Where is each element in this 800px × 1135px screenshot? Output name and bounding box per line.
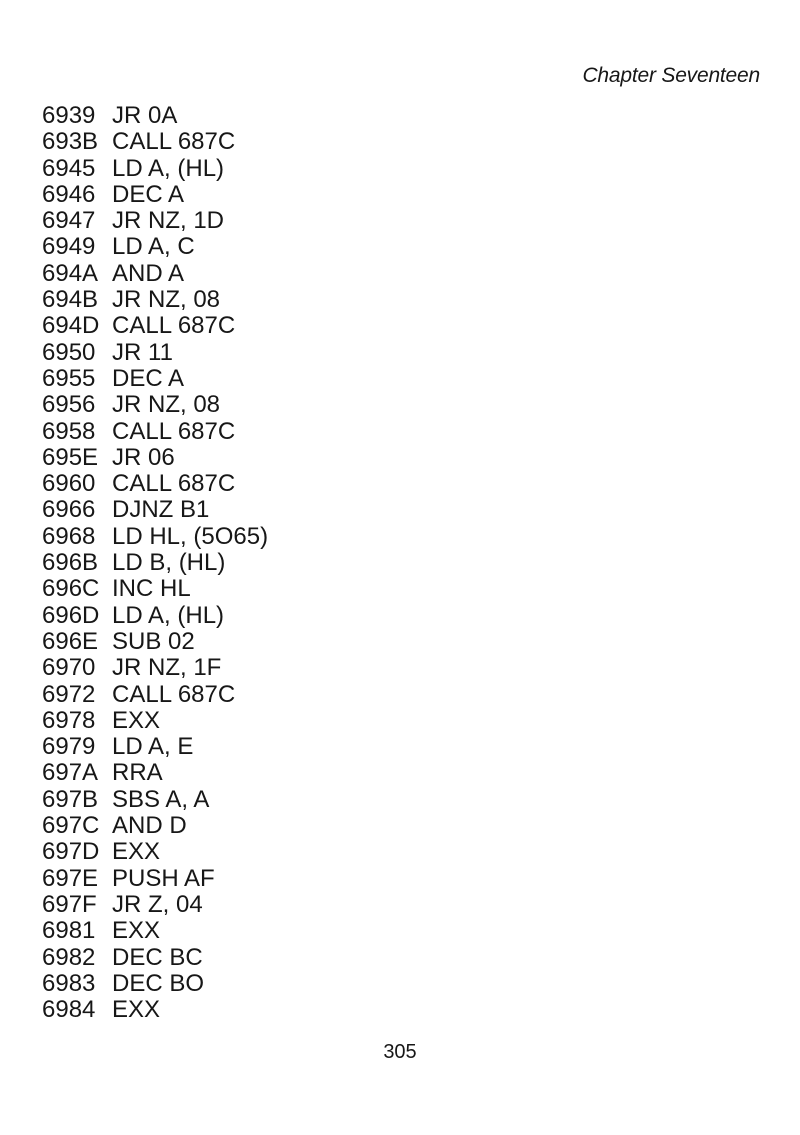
instruction-text: EXX bbox=[112, 838, 161, 866]
code-line bbox=[42, 708, 268, 734]
code-line bbox=[42, 234, 268, 260]
code-line bbox=[42, 839, 268, 865]
instruction-text: SUB 02 bbox=[112, 627, 195, 655]
instruction-text: JR NZ, 1F bbox=[112, 654, 222, 682]
instruction-address: 696B bbox=[42, 549, 99, 577]
instruction-text: AND D bbox=[112, 812, 187, 840]
instruction-address: 6978 bbox=[42, 706, 96, 734]
instruction-address: 695E bbox=[42, 443, 99, 471]
instruction-address: 6945 bbox=[42, 154, 96, 182]
code-line bbox=[42, 445, 268, 471]
code-line bbox=[42, 945, 268, 971]
instruction-text: SBS A, A bbox=[112, 785, 210, 813]
code-line bbox=[42, 419, 268, 445]
instruction-address: 6955 bbox=[42, 364, 96, 392]
instruction-text: DJNZ B1 bbox=[112, 496, 210, 524]
code-line bbox=[42, 813, 268, 839]
instruction-text: LD B, (HL) bbox=[112, 549, 226, 577]
instruction-address: 696E bbox=[42, 627, 99, 655]
instruction-address: 6956 bbox=[42, 391, 96, 419]
code-line bbox=[42, 550, 268, 576]
instruction-text: LD HL, (5O65) bbox=[112, 522, 269, 550]
instruction-address: 696D bbox=[42, 601, 100, 629]
code-line bbox=[42, 524, 268, 550]
code-line bbox=[42, 103, 268, 129]
instruction-address: 6984 bbox=[42, 996, 96, 1024]
instruction-text: EXX bbox=[112, 706, 161, 734]
instruction-text: JR 0A bbox=[112, 102, 178, 129]
instruction-text: JR 06 bbox=[112, 443, 175, 471]
instruction-text: RRA bbox=[112, 759, 163, 787]
code-line bbox=[42, 576, 268, 602]
code-line bbox=[42, 892, 268, 918]
code-line bbox=[42, 734, 268, 760]
instruction-address: 6939 bbox=[42, 102, 96, 129]
code-line bbox=[42, 471, 268, 497]
instruction-address: 694A bbox=[42, 259, 99, 287]
code-line bbox=[42, 156, 268, 182]
instruction-text: JR NZ, 08 bbox=[112, 391, 221, 419]
code-line bbox=[42, 392, 268, 418]
code-line bbox=[42, 997, 268, 1023]
instruction-address: 6979 bbox=[42, 733, 96, 761]
code-line bbox=[42, 682, 268, 708]
instruction-address: 6960 bbox=[42, 470, 96, 498]
instruction-address: 6946 bbox=[42, 180, 96, 208]
instruction-text: DEC A bbox=[112, 364, 185, 392]
code-line bbox=[42, 655, 268, 681]
instruction-text: LD A, (HL) bbox=[112, 154, 225, 182]
instruction-address: 6949 bbox=[42, 233, 96, 261]
instruction-address: 6958 bbox=[42, 417, 96, 445]
chapter-header: Chapter Seventeen bbox=[582, 64, 760, 87]
instruction-text: JR NZ, 1D bbox=[112, 207, 225, 235]
instruction-address: 6982 bbox=[42, 943, 96, 971]
instruction-text: AND A bbox=[112, 259, 185, 287]
instruction-text: PUSH AF bbox=[112, 864, 215, 892]
instruction-address: 696C bbox=[42, 575, 100, 603]
code-line bbox=[42, 340, 268, 366]
instruction-text: CALL 687C bbox=[112, 470, 236, 498]
instruction-text: JR 11 bbox=[112, 338, 173, 366]
code-line bbox=[42, 971, 268, 997]
code-line bbox=[42, 129, 268, 155]
page-number: 305 bbox=[383, 1041, 417, 1063]
instruction-text: EXX bbox=[112, 996, 161, 1024]
code-line bbox=[42, 918, 268, 944]
instruction-text: LD A, C bbox=[112, 233, 195, 261]
code-line bbox=[42, 629, 268, 655]
instruction-text: CALL 687C bbox=[112, 312, 236, 340]
code-line bbox=[42, 182, 268, 208]
instruction-text: DEC A bbox=[112, 180, 185, 208]
instruction-address: 6950 bbox=[42, 338, 96, 366]
code-line bbox=[42, 866, 268, 892]
instruction-address: 697A bbox=[42, 759, 99, 787]
instruction-text: INC HL bbox=[112, 575, 191, 603]
code-line bbox=[42, 497, 268, 523]
instruction-address: 697D bbox=[42, 838, 100, 866]
instruction-address: 6968 bbox=[42, 522, 96, 550]
instruction-text: DEC BC bbox=[112, 943, 203, 971]
instruction-text: CALL 687C bbox=[112, 680, 236, 708]
instruction-address: 697F bbox=[42, 890, 97, 918]
instruction-address: 6972 bbox=[42, 680, 96, 708]
instruction-text: DEC BO bbox=[112, 969, 205, 997]
code-line bbox=[42, 208, 268, 234]
instruction-address: 6966 bbox=[42, 496, 96, 524]
code-line bbox=[42, 603, 268, 629]
code-line bbox=[42, 366, 268, 392]
code-line bbox=[42, 313, 268, 339]
code-line bbox=[42, 760, 268, 786]
instruction-address: 6970 bbox=[42, 654, 96, 682]
code-line bbox=[42, 787, 268, 813]
instruction-text: JR Z, 04 bbox=[112, 890, 203, 918]
instruction-address: 697E bbox=[42, 864, 99, 892]
instruction-text: JR NZ, 08 bbox=[112, 286, 221, 314]
instruction-address: 697B bbox=[42, 785, 99, 813]
instruction-text: CALL 687C bbox=[112, 417, 236, 445]
instruction-address: 693B bbox=[42, 128, 99, 156]
instruction-text: EXX bbox=[112, 917, 161, 945]
instruction-address: 6983 bbox=[42, 969, 96, 997]
instruction-address: 6947 bbox=[42, 207, 96, 235]
instruction-text: LD A, E bbox=[112, 733, 194, 761]
code-line bbox=[42, 287, 268, 313]
instruction-address: 694B bbox=[42, 286, 99, 314]
code-line bbox=[42, 261, 268, 287]
instruction-text: CALL 687C bbox=[112, 128, 236, 156]
instruction-text: LD A, (HL) bbox=[112, 601, 225, 629]
instruction-address: 694D bbox=[42, 312, 100, 340]
assembly-listing bbox=[42, 103, 268, 1023]
instruction-address: 697C bbox=[42, 812, 100, 840]
instruction-address: 6981 bbox=[42, 917, 96, 945]
